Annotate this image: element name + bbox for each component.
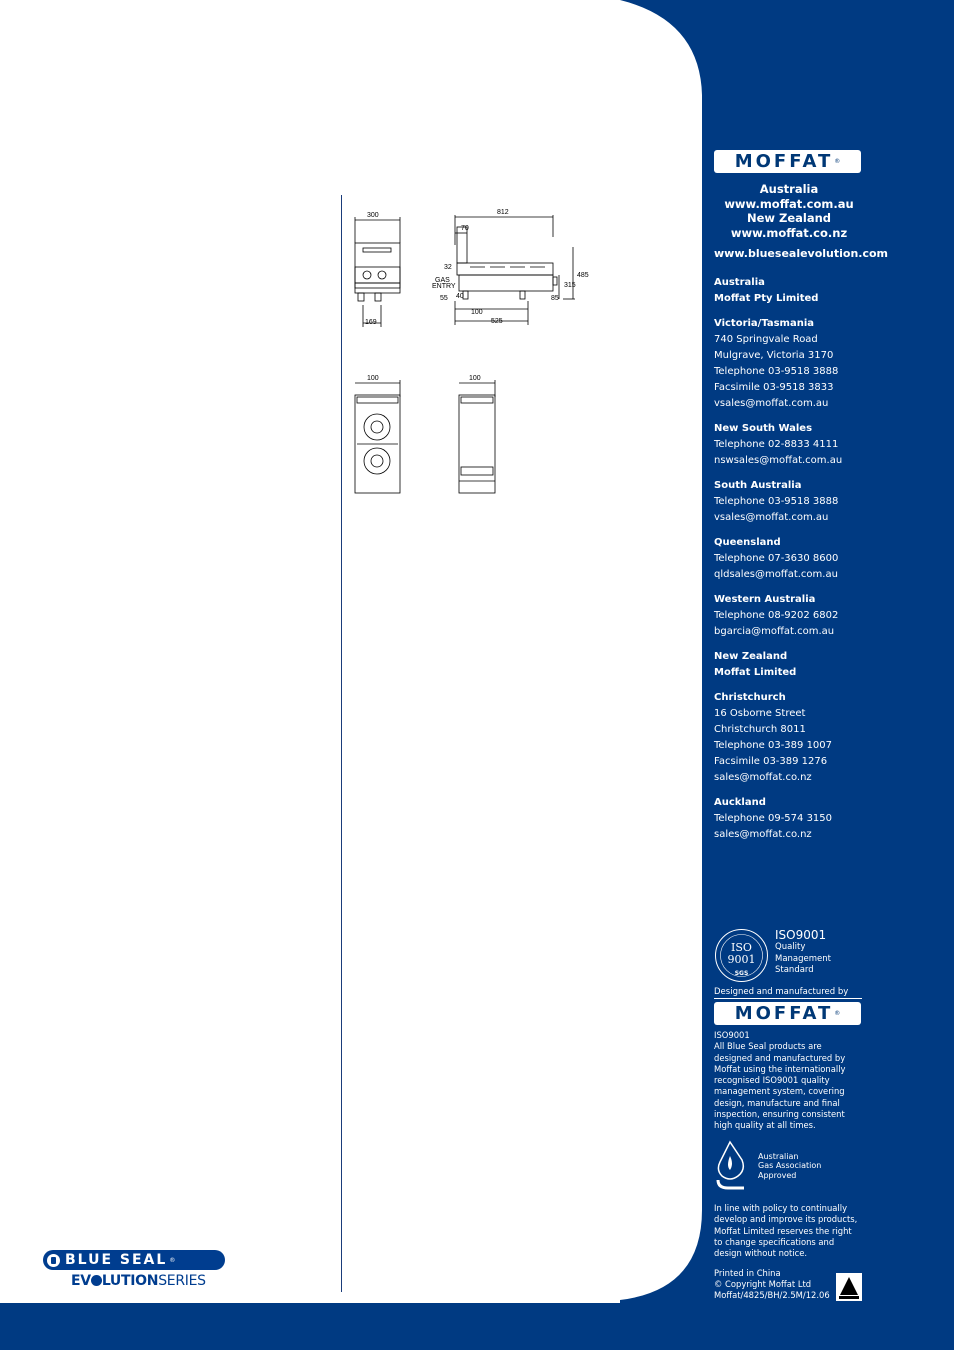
iso-certification: [714, 928, 831, 983]
contact-heading: Christchurch: [714, 692, 786, 703]
moffat-logo-secondary: MOFFAT ®: [714, 1002, 861, 1025]
dim-side-100: 100: [471, 309, 483, 316]
policy-line: develop and improve its products,: [714, 1214, 858, 1225]
contact-email-link[interactable]: vsales@moffat.com.au: [714, 512, 829, 523]
printed-line: Moffat/4825/BH/2.5M/12.06: [714, 1290, 830, 1300]
dim-side-total: 812: [497, 209, 509, 216]
region-line[interactable]: www.moffat.com.au: [724, 196, 854, 211]
contact-heading: Queensland: [714, 537, 781, 548]
aga-text: [758, 1152, 821, 1181]
dim-side-entry: ENTRY: [432, 283, 456, 290]
contact-heading: Auckland: [714, 797, 766, 808]
blue-seal-text: BLUE SEAL: [65, 1252, 168, 1268]
contact-line: 740 Springvale Road: [714, 334, 818, 345]
iso-paragraph-line: design, manufacture and final: [714, 1097, 840, 1108]
evo-part-a: EV: [71, 1273, 91, 1289]
contact-group: [714, 535, 874, 583]
contact-list: [714, 275, 874, 843]
evolution-series-logo: [71, 1273, 225, 1289]
dim-side-485: 485: [577, 272, 589, 279]
printer-mark-icon: [836, 1273, 862, 1301]
iso-9001-badge-icon: [714, 928, 769, 983]
region-line[interactable]: www.moffat.co.nz: [730, 225, 848, 240]
iso-paragraph-line: ISO9001: [714, 1030, 750, 1040]
dim-side-top-offset: 70: [461, 225, 469, 232]
dim-side-55: 55: [440, 295, 448, 302]
contact-line: Telephone 03-9518 3888: [714, 496, 839, 507]
blue-seal-mark-icon: [47, 1254, 60, 1267]
region-line: Australia: [759, 182, 819, 196]
contact-heading: Moffat Pty Limited: [714, 293, 819, 304]
contact-group: [714, 649, 874, 681]
dim-side-back: 32: [444, 264, 452, 271]
iso-badge-line1: ISO: [731, 941, 752, 954]
dim-side-gas: GAS: [435, 277, 450, 284]
policy-line: Moffat Limited reserves the right: [714, 1225, 852, 1236]
policy-line: In line with policy to continually: [714, 1203, 848, 1213]
designed-by-label: Designed and manufactured by: [714, 987, 862, 999]
technical-drawings: [345, 205, 605, 505]
contact-group: [714, 421, 874, 469]
contact-group: [714, 275, 874, 307]
column-divider: [341, 195, 342, 1292]
iso-sub-line: Management: [775, 953, 831, 964]
contact-heading: New Zealand: [714, 651, 788, 662]
dim-front-width: 300: [367, 212, 379, 219]
dim-side-525: 525: [491, 318, 503, 325]
contact-email-link[interactable]: nswsales@moffat.com.au: [714, 455, 843, 466]
iso-sub-line: Quality: [775, 942, 806, 952]
top-view-drawing-right: [459, 380, 495, 493]
top-view-drawing-left: [355, 380, 400, 493]
contact-heading: Western Australia: [714, 594, 816, 605]
contact-line: Christchurch 8011: [714, 724, 806, 735]
contact-group: [714, 690, 874, 786]
dim-top-left-100: 100: [367, 375, 379, 382]
contact-email-link[interactable]: bgarcia@moffat.com.au: [714, 626, 835, 637]
iso-paragraph-line: designed and manufactured by: [714, 1052, 846, 1063]
iso-paragraph-line: management system, covering: [714, 1086, 845, 1097]
blue-seal-evolution-logo: [43, 1250, 225, 1289]
contact-group: [714, 316, 874, 412]
contact-heading: Australia: [714, 277, 765, 288]
aga-text-line: Australian: [758, 1151, 799, 1161]
iso-sub-line: Standard: [775, 965, 814, 975]
aga-text-line: Approved: [758, 1170, 797, 1180]
contact-email-link[interactable]: sales@moffat.co.nz: [714, 829, 812, 840]
evo-part-c: SERIES: [158, 1273, 206, 1289]
contact-line: Telephone 08-9202 6802: [714, 610, 839, 621]
moffat-logo-secondary-text: MOFFAT: [734, 1003, 834, 1024]
contact-heading: South Australia: [714, 480, 802, 491]
printed-line: © Copyright Moffat Ltd: [714, 1279, 812, 1289]
iso-paragraph: [714, 1030, 864, 1132]
aga-text-line: Gas Association: [758, 1161, 822, 1170]
dim-side-40: 40: [456, 293, 464, 300]
policy-notice: [714, 1203, 864, 1259]
iso-paragraph-line: All Blue Seal products are: [714, 1041, 822, 1052]
iso-paragraph-line: recognised ISO9001 quality: [714, 1075, 830, 1086]
contact-line: Mulgrave, Victoria 3170: [714, 350, 834, 361]
printed-line: Printed in China: [714, 1268, 781, 1278]
contact-heading: Victoria/Tasmania: [714, 318, 815, 329]
front-view-drawing: [355, 217, 400, 327]
moffat-logo: MOFFAT ®: [714, 150, 861, 173]
contact-group: [714, 795, 874, 843]
iso-badge-sgs: SGS: [734, 970, 749, 977]
contact-heading: New South Wales: [714, 423, 813, 434]
blue-seal-logo: BLUE SEAL ®: [43, 1250, 225, 1270]
dim-side-85: 85: [551, 295, 559, 302]
bottom-bar: [0, 1303, 954, 1350]
contact-line: 16 Osborne Street: [714, 708, 806, 719]
region-line: New Zealand: [746, 211, 832, 225]
iso-title: ISO9001: [775, 928, 827, 942]
policy-line: to change specifications and: [714, 1236, 835, 1247]
contact-line: Telephone 03-389 1007: [714, 740, 833, 751]
bluesealevolution-link[interactable]: www.bluesealevolution.com: [714, 247, 889, 260]
contact-line: Facsimile 03-389 1276: [714, 756, 828, 767]
iso-paragraph-line: Moffat using the internationally: [714, 1063, 846, 1074]
region-websites: [714, 182, 864, 240]
contact-email-link[interactable]: sales@moffat.co.nz: [714, 772, 812, 783]
aga-approval: [714, 1140, 821, 1190]
contact-line: Facsimile 03-9518 3833: [714, 382, 834, 393]
dim-front-bottom: 169: [365, 319, 377, 326]
dim-side-315: 315: [564, 282, 576, 289]
sidebar-content: [714, 150, 889, 852]
policy-line: design without notice.: [714, 1248, 808, 1259]
contact-line: Telephone 07-3630 8600: [714, 553, 839, 564]
aga-flame-icon: [714, 1140, 754, 1190]
evo-part-b: LUTION: [101, 1273, 159, 1289]
contact-line: Telephone 02-8833 4111: [714, 439, 839, 450]
iso-paragraph-line: inspection, ensuring consistent: [714, 1109, 845, 1120]
dim-top-right-100: 100: [469, 375, 481, 382]
contact-group: [714, 592, 874, 640]
contact-group: [714, 478, 874, 526]
contact-line: Telephone 03-9518 3888: [714, 366, 839, 377]
contact-heading: Moffat Limited: [714, 667, 797, 678]
iso-badge-line2: 9001: [727, 953, 756, 966]
iso-text-block: [775, 928, 831, 977]
moffat-logo-text: MOFFAT: [734, 151, 834, 172]
iso-paragraph-line: high quality at all times.: [714, 1120, 816, 1131]
printed-info: [714, 1268, 834, 1301]
contact-line: Telephone 09-574 3150: [714, 813, 833, 824]
contact-email-link[interactable]: qldsales@moffat.com.au: [714, 569, 838, 580]
contact-email-link[interactable]: vsales@moffat.com.au: [714, 398, 829, 409]
evo-dot-icon: [91, 1275, 102, 1286]
